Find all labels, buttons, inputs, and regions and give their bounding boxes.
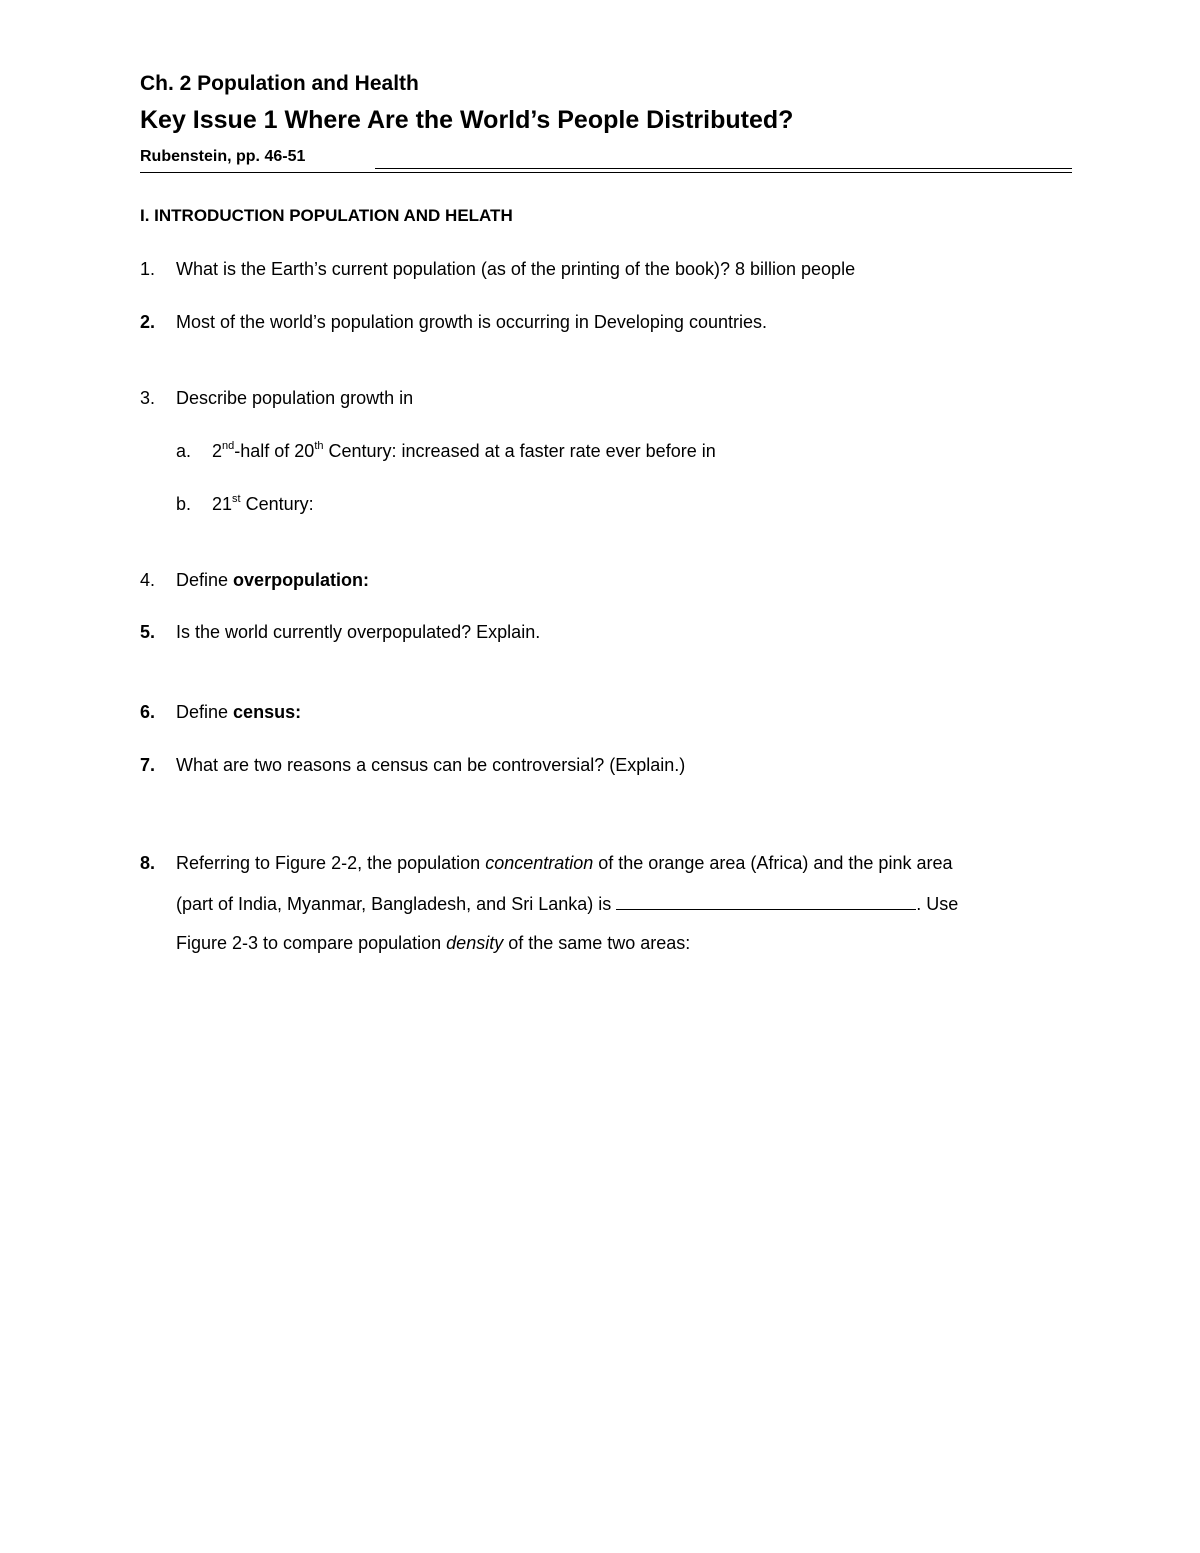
- text-part: Figure 2-3 to compare population: [176, 933, 447, 953]
- key-issue-title: Key Issue 1 Where Are the World’s People Distributed?: [140, 106, 794, 134]
- question-text-line-1: [176, 853, 952, 874]
- question-text: [176, 570, 369, 591]
- text-part: Century: increased at a faster rate ever before in: [323, 441, 716, 461]
- text-part: -half of 20: [234, 441, 315, 461]
- question-number: 7.: [140, 755, 156, 775]
- bold-term: census:: [233, 702, 302, 722]
- question-number: 8.: [140, 853, 156, 873]
- citation-text: Rubenstein, pp. 46-51: [140, 148, 306, 165]
- question-text: What is the Earth’s current population (as of the printing of the book)? 8 billion people: [176, 259, 856, 279]
- italic-term: concentration: [485, 853, 594, 873]
- section-heading: I. INTRODUCTION POPULATION AND HELATH: [140, 206, 513, 225]
- question-number: 2.: [140, 312, 156, 332]
- superscript: th: [314, 440, 324, 452]
- bold-term: overpopulation:: [233, 570, 370, 590]
- text-part: Define: [176, 570, 234, 590]
- question-text-line-2: [176, 893, 958, 915]
- question-number: 1.: [140, 259, 156, 279]
- sub-question-b-text: [212, 494, 314, 515]
- text-part: of the same two areas:: [503, 933, 691, 953]
- italic-term: density: [446, 933, 504, 953]
- sub-question-letter: a.: [176, 441, 192, 461]
- citation-line: [140, 148, 1072, 173]
- superscript: nd: [222, 440, 235, 452]
- question-number: 3.: [140, 388, 156, 408]
- text-part: Referring to Figure 2-2, the population: [176, 853, 486, 873]
- text-part: Define: [176, 702, 234, 722]
- question-text: Describe population growth in: [176, 388, 414, 408]
- text-part: . Use: [916, 894, 959, 914]
- question-text-line-3: [176, 933, 690, 954]
- text-part: (part of India, Myanmar, Bangladesh, and Sri Lanka) is: [176, 894, 617, 914]
- question-text: [176, 702, 301, 723]
- question-number: 4.: [140, 570, 156, 590]
- superscript: st: [232, 493, 241, 505]
- question-text: Is the world currently overpopulated? Explain.: [176, 622, 541, 642]
- sub-question-a-text: [212, 441, 716, 462]
- question-text: Most of the world’s population growth is occurring in Developing countries.: [176, 312, 767, 332]
- text-part: of the orange area (Africa) and the pink area: [593, 853, 953, 873]
- question-text: What are two reasons a census can be controversial? (Explain.): [176, 755, 686, 775]
- sub-question-letter: b.: [176, 494, 192, 514]
- citation-underline: [375, 168, 1072, 169]
- text-part: 21: [212, 494, 233, 514]
- text-part: 2: [212, 441, 223, 461]
- answer-blank[interactable]: [616, 893, 916, 910]
- question-number: 5.: [140, 622, 156, 642]
- question-number: 6.: [140, 702, 156, 722]
- chapter-title: Ch. 2 Population and Health: [140, 72, 419, 95]
- text-part: Century:: [240, 494, 314, 514]
